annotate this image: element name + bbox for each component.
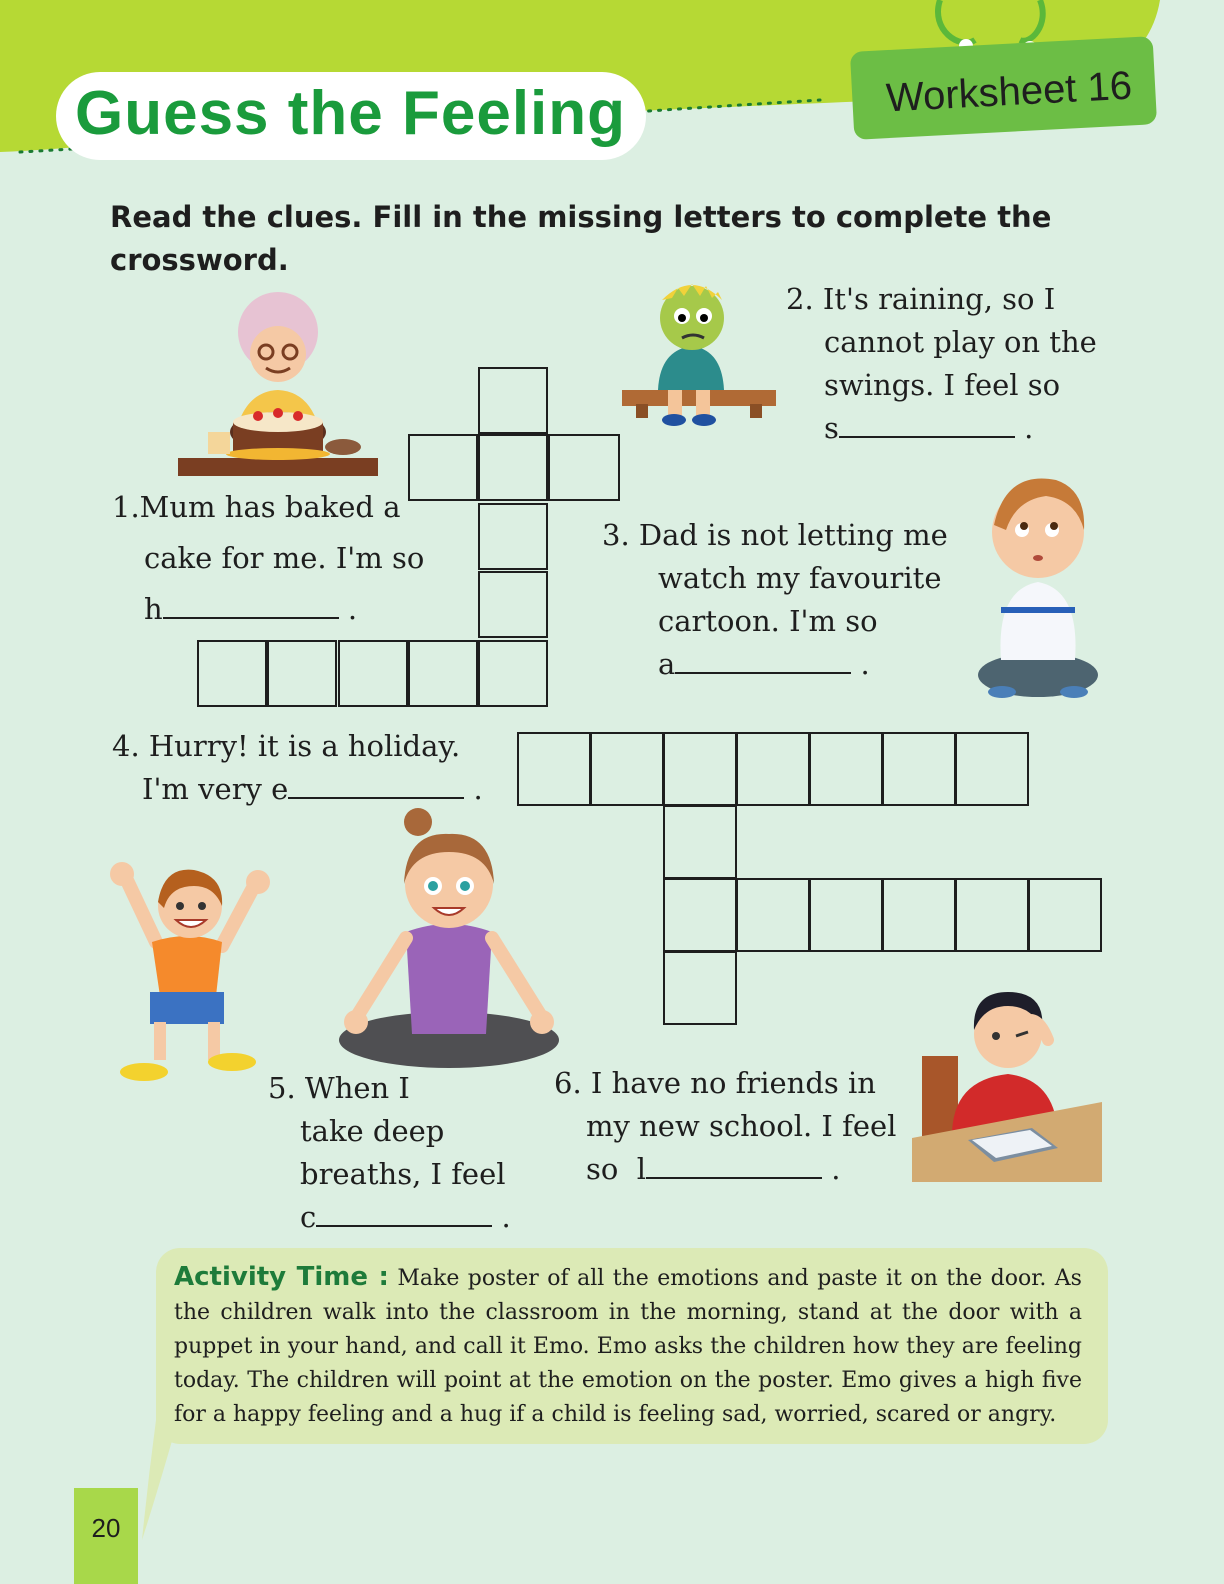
crossword-cell[interactable] bbox=[663, 878, 737, 952]
crossword-cell[interactable] bbox=[882, 732, 956, 806]
crossword-cell[interactable] bbox=[663, 732, 737, 806]
crossword-cell[interactable] bbox=[590, 732, 664, 806]
clue-4: 4. Hurry! it is a holiday. I'm very e . bbox=[112, 729, 483, 806]
clue-6: 6. I have no friends in my new school. I feel so l . bbox=[554, 1066, 897, 1186]
crossword-cell[interactable] bbox=[809, 878, 883, 952]
crossword-cell[interactable] bbox=[663, 951, 737, 1025]
clue-5: 5. When I take deep breaths, I feel c . bbox=[268, 1071, 511, 1234]
crossword-cell[interactable] bbox=[736, 878, 810, 952]
page-number: 20 bbox=[74, 1488, 138, 1584]
crossword-cell[interactable] bbox=[478, 503, 548, 570]
calm-woman-illustration bbox=[336, 808, 562, 1070]
crossword-cell[interactable] bbox=[955, 732, 1029, 806]
grandma-cake-illustration bbox=[178, 292, 378, 478]
crossword-cell[interactable] bbox=[517, 732, 591, 806]
crossword-cell[interactable] bbox=[478, 640, 548, 707]
activity-body: Make poster of all the emotions and paste it on the door. As the children walk into the classroom in the morning, stand at the door with a puppet in your hand, and call it Emo. Emo asks the children how they are feeling today. The children will point at the emotion on the poster. Emo gives a high five for a happy feeling and a hug if a child is feeling sad, worried, scared or angry. bbox=[174, 1266, 1082, 1427]
crossword-cell[interactable] bbox=[478, 434, 548, 501]
instructions: Read the clues. Fill in the missing letters to complete the crossword. bbox=[110, 200, 1052, 277]
clue-1: 1.Mum has baked a cake for me. I'm so h . bbox=[112, 490, 425, 626]
crossword-cell[interactable] bbox=[1028, 878, 1102, 952]
clue-2: 2. It's raining, so I cannot play on the swings. I feel so s . bbox=[786, 282, 1097, 445]
activity-text bbox=[174, 1260, 1082, 1432]
crossword-cell[interactable] bbox=[548, 434, 620, 501]
crossword-cell[interactable] bbox=[267, 640, 337, 707]
worksheet-label: Worksheet 16 bbox=[884, 63, 1134, 121]
crossword-cell[interactable] bbox=[478, 367, 548, 434]
crossword-cell[interactable] bbox=[197, 640, 267, 707]
crossword-cell[interactable] bbox=[736, 732, 810, 806]
thinking-boy-illustration bbox=[976, 470, 1100, 700]
crossword-cell[interactable] bbox=[882, 878, 956, 952]
clue-3: 3. Dad is not letting me watch my favourite cartoon. I'm so a . bbox=[602, 518, 948, 681]
page-title: Guess the Feeling bbox=[75, 79, 627, 148]
crossword-cell[interactable] bbox=[408, 640, 478, 707]
lonely-boy-desk-illustration bbox=[912, 970, 1102, 1184]
crossword-cell[interactable] bbox=[809, 732, 883, 806]
crossword-cell[interactable] bbox=[955, 878, 1029, 952]
sad-boy-bench-illustration bbox=[622, 270, 776, 430]
activity-label: Activity Time : bbox=[174, 1262, 389, 1292]
crossword-cell[interactable] bbox=[663, 805, 737, 879]
crossword-cell[interactable] bbox=[478, 571, 548, 638]
excited-boy-illustration bbox=[104, 846, 270, 1090]
crossword-cell[interactable] bbox=[338, 640, 408, 707]
